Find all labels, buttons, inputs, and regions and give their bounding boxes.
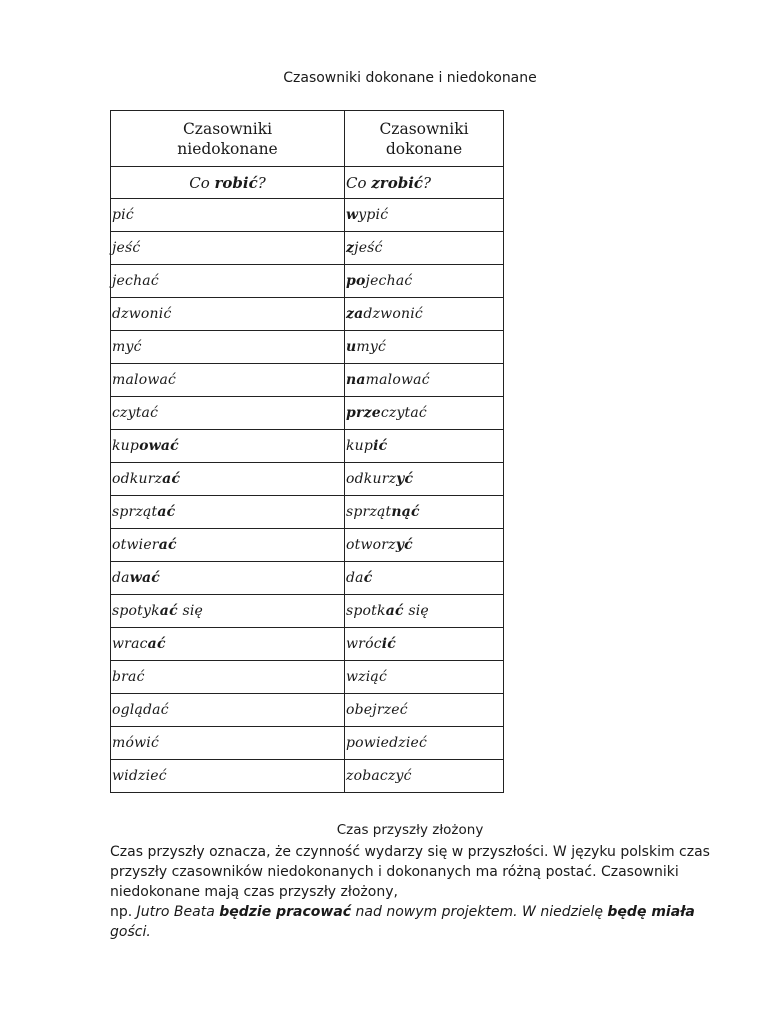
imperfective-verb-cell	[111, 199, 345, 232]
verb-part: Co	[346, 173, 372, 192]
verbs-table	[110, 110, 504, 793]
table-row	[111, 331, 504, 364]
verb-affix-bold: yć	[395, 537, 413, 553]
perfective-verb-cell	[345, 661, 504, 694]
section-paragraph: Czas przyszły oznacza, że czynność wydarzy się w przyszłości. W języku polskim czas przyszły czasowników niedokonanych i dokonanych ma różną postać. Czasowniki niedokonane mają czas przyszły złożony,	[110, 844, 710, 900]
verb-part: oglądać	[112, 702, 169, 718]
perfective-verb-cell	[345, 463, 504, 496]
verb-part: otworz	[346, 537, 396, 553]
verb-affix-bold: ać	[159, 603, 178, 619]
verb-part: brać	[112, 669, 145, 685]
example-sentence	[110, 902, 720, 942]
imperfective-verb-cell	[111, 727, 345, 760]
question-cell	[345, 167, 504, 199]
imperfective-verb-cell	[111, 430, 345, 463]
verb-part: dzwonić	[363, 306, 423, 322]
verb-part: odkurz	[112, 471, 163, 487]
imperfective-verb-cell	[111, 331, 345, 364]
table-row	[111, 727, 504, 760]
verb-affix-bold: ć	[363, 570, 373, 586]
verb-affix-bold: prze	[346, 405, 381, 421]
verb-part: się	[403, 603, 429, 619]
perfective-verb-cell	[345, 496, 504, 529]
verb-part: odkurz	[346, 471, 397, 487]
perfective-verb-cell	[345, 562, 504, 595]
example-fragment: będę miała	[607, 904, 695, 920]
table-row	[111, 265, 504, 298]
imperfective-verb-cell	[111, 496, 345, 529]
perfective-verb-cell	[345, 298, 504, 331]
perfective-verb-cell	[345, 397, 504, 430]
table-row	[111, 694, 504, 727]
column-header: Czasowniki niedokonane	[111, 111, 345, 167]
verb-part: czytać	[380, 405, 427, 421]
verb-affix-bold: yć	[396, 471, 414, 487]
table-row	[111, 628, 504, 661]
verb-part: spotk	[346, 603, 386, 619]
example-fragment: nad nowym projektem. W niedzielę	[351, 904, 608, 920]
verb-part: ?	[257, 173, 266, 192]
verb-affix-bold: zrobić	[371, 173, 424, 192]
verb-part: jechać	[365, 273, 413, 289]
verb-part: sprząt	[112, 504, 158, 520]
verb-affix-bold: wać	[129, 570, 160, 586]
verb-part: się	[177, 603, 203, 619]
verb-part: wrac	[112, 636, 148, 652]
verb-affix-bold: ać	[162, 471, 181, 487]
table-row	[111, 463, 504, 496]
table-row	[111, 232, 504, 265]
verb-part: pić	[112, 207, 134, 223]
verb-part: da	[112, 570, 130, 586]
verb-part: mówić	[112, 735, 160, 751]
verb-affix-bold: na	[346, 372, 366, 388]
verb-part: da	[346, 570, 364, 586]
perfective-verb-cell	[345, 331, 504, 364]
imperfective-verb-cell	[111, 529, 345, 562]
document-title: Czasowniki dokonane i niedokonane	[283, 70, 537, 86]
verb-affix-bold: u	[346, 339, 357, 355]
table-row	[111, 364, 504, 397]
verb-affix-bold: ować	[139, 438, 179, 454]
verb-affix-bold: ić	[373, 438, 388, 454]
section-body	[110, 842, 720, 942]
section-title: Czas przyszły złożony	[336, 822, 484, 838]
perfective-verb-cell	[345, 628, 504, 661]
verb-affix-bold: nąć	[391, 504, 420, 520]
table-header-row	[111, 111, 504, 167]
verb-part: malować	[112, 372, 177, 388]
verb-affix-bold: robić	[214, 173, 258, 192]
verb-affix-bold: ać	[385, 603, 404, 619]
imperfective-verb-cell	[111, 628, 345, 661]
example-fragment: np.	[110, 904, 137, 920]
perfective-verb-cell	[345, 232, 504, 265]
imperfective-verb-cell	[111, 298, 345, 331]
verb-affix-bold: ać	[157, 504, 176, 520]
table-row	[111, 661, 504, 694]
verb-part: ypić	[358, 207, 389, 223]
verb-part: powiedzieć	[346, 735, 428, 751]
perfective-verb-cell	[345, 727, 504, 760]
verb-affix-bold: ać	[158, 537, 177, 553]
perfective-verb-cell	[345, 529, 504, 562]
question-cell	[111, 167, 345, 199]
perfective-verb-cell	[345, 265, 504, 298]
verb-part: Co	[189, 173, 215, 192]
verb-part: widzieć	[112, 768, 167, 784]
verb-part: ?	[423, 173, 432, 192]
verb-part: myć	[112, 339, 142, 355]
column-header: Czasowniki dokonane	[345, 111, 504, 167]
verb-affix-bold: ać	[147, 636, 166, 652]
imperfective-verb-cell	[111, 265, 345, 298]
verb-part: myć	[356, 339, 387, 355]
verb-part: spotyk	[112, 603, 160, 619]
table-row	[111, 529, 504, 562]
imperfective-verb-cell	[111, 562, 345, 595]
perfective-verb-cell	[345, 430, 504, 463]
verb-part: sprząt	[346, 504, 392, 520]
imperfective-verb-cell	[111, 232, 345, 265]
verb-affix-bold: ić	[381, 636, 396, 652]
perfective-verb-cell	[345, 364, 504, 397]
imperfective-verb-cell	[111, 463, 345, 496]
verb-part: obejrzeć	[346, 702, 408, 718]
verb-part: jeść	[112, 240, 141, 256]
table-row	[111, 595, 504, 628]
example-fragment: Jutro Beata	[136, 904, 220, 920]
table-row	[111, 430, 504, 463]
verb-part: kup	[346, 438, 374, 454]
verb-part: otwier	[112, 537, 159, 553]
example-fragment: gości.	[110, 924, 151, 940]
table-row	[111, 760, 504, 793]
verb-affix-bold: z	[346, 240, 355, 256]
question-row	[111, 167, 504, 199]
imperfective-verb-cell	[111, 397, 345, 430]
verb-part: dzwonić	[112, 306, 172, 322]
verb-affix-bold: w	[346, 207, 359, 223]
table-row	[111, 298, 504, 331]
imperfective-verb-cell	[111, 760, 345, 793]
verb-part: malować	[365, 372, 430, 388]
verb-part: jechać	[112, 273, 159, 289]
imperfective-verb-cell	[111, 694, 345, 727]
perfective-verb-cell	[345, 694, 504, 727]
verb-affix-bold: za	[346, 306, 364, 322]
imperfective-verb-cell	[111, 595, 345, 628]
verb-affix-bold: po	[346, 273, 366, 289]
verbs-table-body	[111, 111, 504, 793]
verb-part: wróc	[346, 636, 382, 652]
verb-part: zobaczyć	[346, 768, 412, 784]
verb-part: kup	[112, 438, 140, 454]
perfective-verb-cell	[345, 199, 504, 232]
imperfective-verb-cell	[111, 661, 345, 694]
perfective-verb-cell	[345, 760, 504, 793]
table-row	[111, 199, 504, 232]
example-fragment: będzie pracować	[219, 904, 352, 920]
perfective-verb-cell	[345, 595, 504, 628]
table-row	[111, 397, 504, 430]
imperfective-verb-cell	[111, 364, 345, 397]
verb-part: czytać	[112, 405, 159, 421]
verb-part: wziąć	[346, 669, 388, 685]
verb-part: jeść	[354, 240, 383, 256]
table-row	[111, 562, 504, 595]
table-row	[111, 496, 504, 529]
